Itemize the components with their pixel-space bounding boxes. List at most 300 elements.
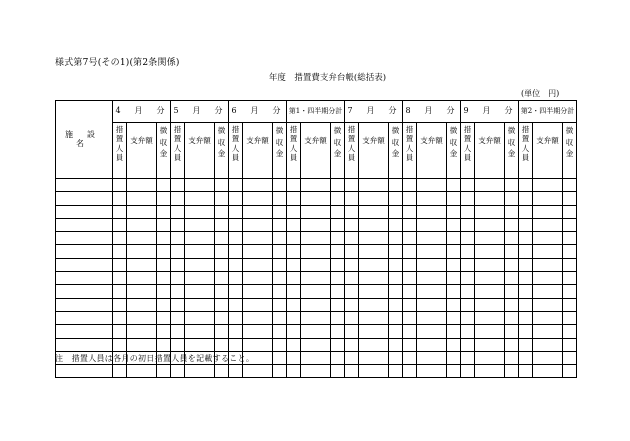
amount-cell[interactable] [505, 245, 519, 258]
amount-cell[interactable] [403, 232, 417, 245]
amount-cell[interactable] [157, 272, 171, 285]
amount-cell[interactable] [447, 179, 461, 192]
amount-cell[interactable] [359, 285, 389, 298]
amount-cell[interactable] [157, 258, 171, 271]
amount-cell[interactable] [563, 272, 577, 285]
amount-cell[interactable] [215, 365, 229, 378]
amount-cell[interactable] [301, 258, 331, 271]
amount-cell[interactable] [345, 179, 359, 192]
amount-cell[interactable] [127, 232, 157, 245]
amount-cell[interactable] [345, 258, 359, 271]
amount-cell[interactable] [519, 218, 533, 231]
amount-cell[interactable] [461, 325, 475, 338]
amount-cell[interactable] [505, 338, 519, 351]
amount-cell[interactable] [519, 179, 533, 192]
amount-cell[interactable] [563, 338, 577, 351]
amount-cell[interactable] [229, 205, 243, 218]
facility-name-cell[interactable] [56, 298, 113, 311]
amount-cell[interactable] [461, 258, 475, 271]
amount-cell[interactable] [359, 325, 389, 338]
amount-cell[interactable] [403, 179, 417, 192]
amount-cell[interactable] [243, 218, 273, 231]
amount-cell[interactable] [447, 351, 461, 364]
amount-cell[interactable] [331, 311, 345, 324]
amount-cell[interactable] [273, 285, 287, 298]
amount-cell[interactable] [301, 365, 331, 378]
facility-name-cell[interactable] [56, 232, 113, 245]
amount-cell[interactable] [273, 192, 287, 205]
amount-cell[interactable] [505, 325, 519, 338]
amount-cell[interactable] [519, 311, 533, 324]
amount-cell[interactable] [345, 192, 359, 205]
amount-cell[interactable] [171, 192, 185, 205]
facility-name-cell[interactable] [56, 245, 113, 258]
amount-cell[interactable] [331, 285, 345, 298]
amount-cell[interactable] [461, 272, 475, 285]
amount-cell[interactable] [215, 298, 229, 311]
amount-cell[interactable] [215, 325, 229, 338]
amount-cell[interactable] [127, 258, 157, 271]
amount-cell[interactable] [157, 325, 171, 338]
amount-cell[interactable] [447, 272, 461, 285]
amount-cell[interactable] [331, 365, 345, 378]
amount-cell[interactable] [389, 232, 403, 245]
amount-cell[interactable] [359, 338, 389, 351]
amount-cell[interactable] [301, 311, 331, 324]
amount-cell[interactable] [475, 365, 505, 378]
amount-cell[interactable] [215, 338, 229, 351]
amount-cell[interactable] [447, 245, 461, 258]
amount-cell[interactable] [345, 351, 359, 364]
amount-cell[interactable] [243, 192, 273, 205]
amount-cell[interactable] [447, 311, 461, 324]
amount-cell[interactable] [417, 218, 447, 231]
amount-cell[interactable] [461, 338, 475, 351]
amount-cell[interactable] [243, 272, 273, 285]
amount-cell[interactable] [403, 325, 417, 338]
amount-cell[interactable] [533, 311, 563, 324]
amount-cell[interactable] [359, 205, 389, 218]
amount-cell[interactable] [475, 272, 505, 285]
amount-cell[interactable] [243, 285, 273, 298]
amount-cell[interactable] [157, 205, 171, 218]
amount-cell[interactable] [475, 351, 505, 364]
amount-cell[interactable] [403, 351, 417, 364]
amount-cell[interactable] [301, 179, 331, 192]
facility-name-cell[interactable] [56, 179, 113, 192]
amount-cell[interactable] [243, 232, 273, 245]
amount-cell[interactable] [417, 205, 447, 218]
amount-cell[interactable] [461, 298, 475, 311]
amount-cell[interactable] [229, 311, 243, 324]
amount-cell[interactable] [533, 205, 563, 218]
amount-cell[interactable] [505, 179, 519, 192]
amount-cell[interactable] [331, 205, 345, 218]
amount-cell[interactable] [215, 192, 229, 205]
amount-cell[interactable] [243, 245, 273, 258]
amount-cell[interactable] [461, 245, 475, 258]
amount-cell[interactable] [287, 365, 301, 378]
amount-cell[interactable] [519, 192, 533, 205]
amount-cell[interactable] [403, 218, 417, 231]
amount-cell[interactable] [331, 338, 345, 351]
amount-cell[interactable] [157, 245, 171, 258]
amount-cell[interactable] [417, 325, 447, 338]
amount-cell[interactable] [563, 192, 577, 205]
amount-cell[interactable] [505, 351, 519, 364]
amount-cell[interactable] [113, 205, 127, 218]
facility-name-cell[interactable] [56, 325, 113, 338]
amount-cell[interactable] [519, 298, 533, 311]
amount-cell[interactable] [417, 258, 447, 271]
amount-cell[interactable] [403, 298, 417, 311]
amount-cell[interactable] [563, 325, 577, 338]
amount-cell[interactable] [359, 179, 389, 192]
amount-cell[interactable] [447, 258, 461, 271]
amount-cell[interactable] [273, 245, 287, 258]
amount-cell[interactable] [345, 232, 359, 245]
amount-cell[interactable] [417, 311, 447, 324]
amount-cell[interactable] [505, 311, 519, 324]
amount-cell[interactable] [171, 365, 185, 378]
facility-name-cell[interactable] [56, 285, 113, 298]
amount-cell[interactable] [533, 298, 563, 311]
amount-cell[interactable] [403, 285, 417, 298]
facility-name-cell[interactable] [56, 365, 113, 378]
amount-cell[interactable] [475, 179, 505, 192]
amount-cell[interactable] [215, 258, 229, 271]
amount-cell[interactable] [447, 338, 461, 351]
amount-cell[interactable] [273, 258, 287, 271]
amount-cell[interactable] [331, 245, 345, 258]
amount-cell[interactable] [113, 245, 127, 258]
amount-cell[interactable] [505, 192, 519, 205]
amount-cell[interactable] [331, 272, 345, 285]
amount-cell[interactable] [359, 232, 389, 245]
amount-cell[interactable] [563, 205, 577, 218]
amount-cell[interactable] [185, 245, 215, 258]
amount-cell[interactable] [273, 351, 287, 364]
amount-cell[interactable] [389, 205, 403, 218]
amount-cell[interactable] [505, 232, 519, 245]
amount-cell[interactable] [533, 272, 563, 285]
amount-cell[interactable] [403, 205, 417, 218]
amount-cell[interactable] [215, 311, 229, 324]
amount-cell[interactable] [461, 205, 475, 218]
amount-cell[interactable] [185, 192, 215, 205]
amount-cell[interactable] [519, 365, 533, 378]
amount-cell[interactable] [331, 218, 345, 231]
amount-cell[interactable] [345, 205, 359, 218]
amount-cell[interactable] [171, 311, 185, 324]
amount-cell[interactable] [533, 338, 563, 351]
amount-cell[interactable] [127, 338, 157, 351]
amount-cell[interactable] [273, 338, 287, 351]
amount-cell[interactable] [359, 245, 389, 258]
amount-cell[interactable] [243, 205, 273, 218]
amount-cell[interactable] [417, 338, 447, 351]
amount-cell[interactable] [171, 325, 185, 338]
amount-cell[interactable] [127, 245, 157, 258]
amount-cell[interactable] [389, 311, 403, 324]
amount-cell[interactable] [359, 311, 389, 324]
amount-cell[interactable] [475, 192, 505, 205]
amount-cell[interactable] [533, 179, 563, 192]
amount-cell[interactable] [273, 272, 287, 285]
amount-cell[interactable] [229, 365, 243, 378]
amount-cell[interactable] [533, 258, 563, 271]
amount-cell[interactable] [417, 232, 447, 245]
amount-cell[interactable] [287, 298, 301, 311]
amount-cell[interactable] [505, 298, 519, 311]
amount-cell[interactable] [127, 272, 157, 285]
amount-cell[interactable] [447, 192, 461, 205]
amount-cell[interactable] [185, 298, 215, 311]
amount-cell[interactable] [461, 218, 475, 231]
amount-cell[interactable] [417, 245, 447, 258]
amount-cell[interactable] [113, 285, 127, 298]
amount-cell[interactable] [359, 258, 389, 271]
amount-cell[interactable] [301, 245, 331, 258]
amount-cell[interactable] [331, 192, 345, 205]
amount-cell[interactable] [157, 298, 171, 311]
facility-name-cell[interactable] [56, 192, 113, 205]
amount-cell[interactable] [301, 298, 331, 311]
facility-name-cell[interactable] [56, 272, 113, 285]
amount-cell[interactable] [505, 258, 519, 271]
amount-cell[interactable] [331, 179, 345, 192]
amount-cell[interactable] [475, 218, 505, 231]
amount-cell[interactable] [127, 218, 157, 231]
amount-cell[interactable] [301, 351, 331, 364]
amount-cell[interactable] [171, 232, 185, 245]
amount-cell[interactable] [563, 285, 577, 298]
amount-cell[interactable] [157, 192, 171, 205]
amount-cell[interactable] [533, 218, 563, 231]
amount-cell[interactable] [345, 245, 359, 258]
amount-cell[interactable] [403, 311, 417, 324]
amount-cell[interactable] [171, 338, 185, 351]
amount-cell[interactable] [185, 311, 215, 324]
amount-cell[interactable] [113, 338, 127, 351]
amount-cell[interactable] [127, 205, 157, 218]
amount-cell[interactable] [519, 258, 533, 271]
amount-cell[interactable] [157, 218, 171, 231]
amount-cell[interactable] [389, 272, 403, 285]
amount-cell[interactable] [447, 298, 461, 311]
amount-cell[interactable] [215, 285, 229, 298]
amount-cell[interactable] [287, 192, 301, 205]
amount-cell[interactable] [287, 338, 301, 351]
amount-cell[interactable] [127, 192, 157, 205]
amount-cell[interactable] [505, 218, 519, 231]
amount-cell[interactable] [287, 311, 301, 324]
amount-cell[interactable] [533, 325, 563, 338]
amount-cell[interactable] [301, 192, 331, 205]
amount-cell[interactable] [389, 365, 403, 378]
amount-cell[interactable] [243, 258, 273, 271]
amount-cell[interactable] [417, 298, 447, 311]
amount-cell[interactable] [113, 298, 127, 311]
amount-cell[interactable] [113, 272, 127, 285]
amount-cell[interactable] [533, 365, 563, 378]
amount-cell[interactable] [563, 179, 577, 192]
amount-cell[interactable] [171, 205, 185, 218]
facility-name-cell[interactable] [56, 205, 113, 218]
amount-cell[interactable] [127, 179, 157, 192]
amount-cell[interactable] [519, 232, 533, 245]
amount-cell[interactable] [519, 325, 533, 338]
amount-cell[interactable] [461, 311, 475, 324]
amount-cell[interactable] [243, 338, 273, 351]
amount-cell[interactable] [185, 218, 215, 231]
amount-cell[interactable] [461, 232, 475, 245]
amount-cell[interactable] [243, 365, 273, 378]
amount-cell[interactable] [273, 311, 287, 324]
amount-cell[interactable] [273, 205, 287, 218]
amount-cell[interactable] [215, 272, 229, 285]
amount-cell[interactable] [389, 298, 403, 311]
amount-cell[interactable] [273, 365, 287, 378]
amount-cell[interactable] [505, 205, 519, 218]
amount-cell[interactable] [389, 245, 403, 258]
amount-cell[interactable] [113, 232, 127, 245]
amount-cell[interactable] [447, 232, 461, 245]
amount-cell[interactable] [171, 218, 185, 231]
amount-cell[interactable] [345, 311, 359, 324]
amount-cell[interactable] [461, 365, 475, 378]
amount-cell[interactable] [417, 351, 447, 364]
amount-cell[interactable] [563, 232, 577, 245]
amount-cell[interactable] [475, 338, 505, 351]
amount-cell[interactable] [417, 285, 447, 298]
amount-cell[interactable] [331, 258, 345, 271]
amount-cell[interactable] [127, 311, 157, 324]
amount-cell[interactable] [185, 285, 215, 298]
facility-name-cell[interactable] [56, 258, 113, 271]
amount-cell[interactable] [113, 365, 127, 378]
amount-cell[interactable] [113, 192, 127, 205]
amount-cell[interactable] [461, 351, 475, 364]
amount-cell[interactable] [359, 351, 389, 364]
amount-cell[interactable] [519, 351, 533, 364]
amount-cell[interactable] [287, 232, 301, 245]
amount-cell[interactable] [287, 218, 301, 231]
amount-cell[interactable] [113, 325, 127, 338]
amount-cell[interactable] [229, 232, 243, 245]
amount-cell[interactable] [403, 258, 417, 271]
amount-cell[interactable] [215, 245, 229, 258]
amount-cell[interactable] [301, 325, 331, 338]
amount-cell[interactable] [345, 272, 359, 285]
amount-cell[interactable] [417, 365, 447, 378]
amount-cell[interactable] [273, 218, 287, 231]
amount-cell[interactable] [157, 311, 171, 324]
amount-cell[interactable] [533, 351, 563, 364]
amount-cell[interactable] [243, 179, 273, 192]
amount-cell[interactable] [331, 232, 345, 245]
amount-cell[interactable] [287, 245, 301, 258]
amount-cell[interactable] [287, 272, 301, 285]
amount-cell[interactable] [113, 311, 127, 324]
amount-cell[interactable] [447, 285, 461, 298]
amount-cell[interactable] [475, 311, 505, 324]
amount-cell[interactable] [229, 218, 243, 231]
amount-cell[interactable] [301, 285, 331, 298]
amount-cell[interactable] [331, 298, 345, 311]
amount-cell[interactable] [403, 245, 417, 258]
amount-cell[interactable] [185, 325, 215, 338]
amount-cell[interactable] [475, 205, 505, 218]
amount-cell[interactable] [563, 365, 577, 378]
amount-cell[interactable] [229, 272, 243, 285]
amount-cell[interactable] [171, 258, 185, 271]
amount-cell[interactable] [447, 218, 461, 231]
amount-cell[interactable] [301, 272, 331, 285]
amount-cell[interactable] [301, 205, 331, 218]
amount-cell[interactable] [273, 179, 287, 192]
amount-cell[interactable] [563, 258, 577, 271]
amount-cell[interactable] [229, 192, 243, 205]
amount-cell[interactable] [157, 232, 171, 245]
amount-cell[interactable] [113, 258, 127, 271]
amount-cell[interactable] [389, 351, 403, 364]
amount-cell[interactable] [417, 192, 447, 205]
amount-cell[interactable] [157, 285, 171, 298]
amount-cell[interactable] [127, 285, 157, 298]
amount-cell[interactable] [185, 272, 215, 285]
amount-cell[interactable] [287, 325, 301, 338]
amount-cell[interactable] [533, 192, 563, 205]
amount-cell[interactable] [505, 365, 519, 378]
amount-cell[interactable] [345, 365, 359, 378]
amount-cell[interactable] [287, 205, 301, 218]
amount-cell[interactable] [229, 325, 243, 338]
amount-cell[interactable] [519, 205, 533, 218]
amount-cell[interactable] [229, 338, 243, 351]
amount-cell[interactable] [533, 245, 563, 258]
amount-cell[interactable] [345, 285, 359, 298]
amount-cell[interactable] [519, 245, 533, 258]
amount-cell[interactable] [171, 298, 185, 311]
amount-cell[interactable] [519, 285, 533, 298]
amount-cell[interactable] [243, 311, 273, 324]
amount-cell[interactable] [461, 192, 475, 205]
amount-cell[interactable] [359, 298, 389, 311]
amount-cell[interactable] [403, 192, 417, 205]
amount-cell[interactable] [243, 298, 273, 311]
amount-cell[interactable] [475, 245, 505, 258]
amount-cell[interactable] [185, 338, 215, 351]
facility-name-cell[interactable] [56, 311, 113, 324]
amount-cell[interactable] [447, 205, 461, 218]
amount-cell[interactable] [113, 179, 127, 192]
amount-cell[interactable] [389, 285, 403, 298]
amount-cell[interactable] [447, 365, 461, 378]
amount-cell[interactable] [229, 179, 243, 192]
amount-cell[interactable] [157, 338, 171, 351]
amount-cell[interactable] [345, 338, 359, 351]
amount-cell[interactable] [563, 218, 577, 231]
amount-cell[interactable] [563, 311, 577, 324]
amount-cell[interactable] [229, 285, 243, 298]
amount-cell[interactable] [243, 325, 273, 338]
amount-cell[interactable] [185, 205, 215, 218]
amount-cell[interactable] [127, 325, 157, 338]
amount-cell[interactable] [533, 232, 563, 245]
amount-cell[interactable] [345, 298, 359, 311]
amount-cell[interactable] [359, 365, 389, 378]
